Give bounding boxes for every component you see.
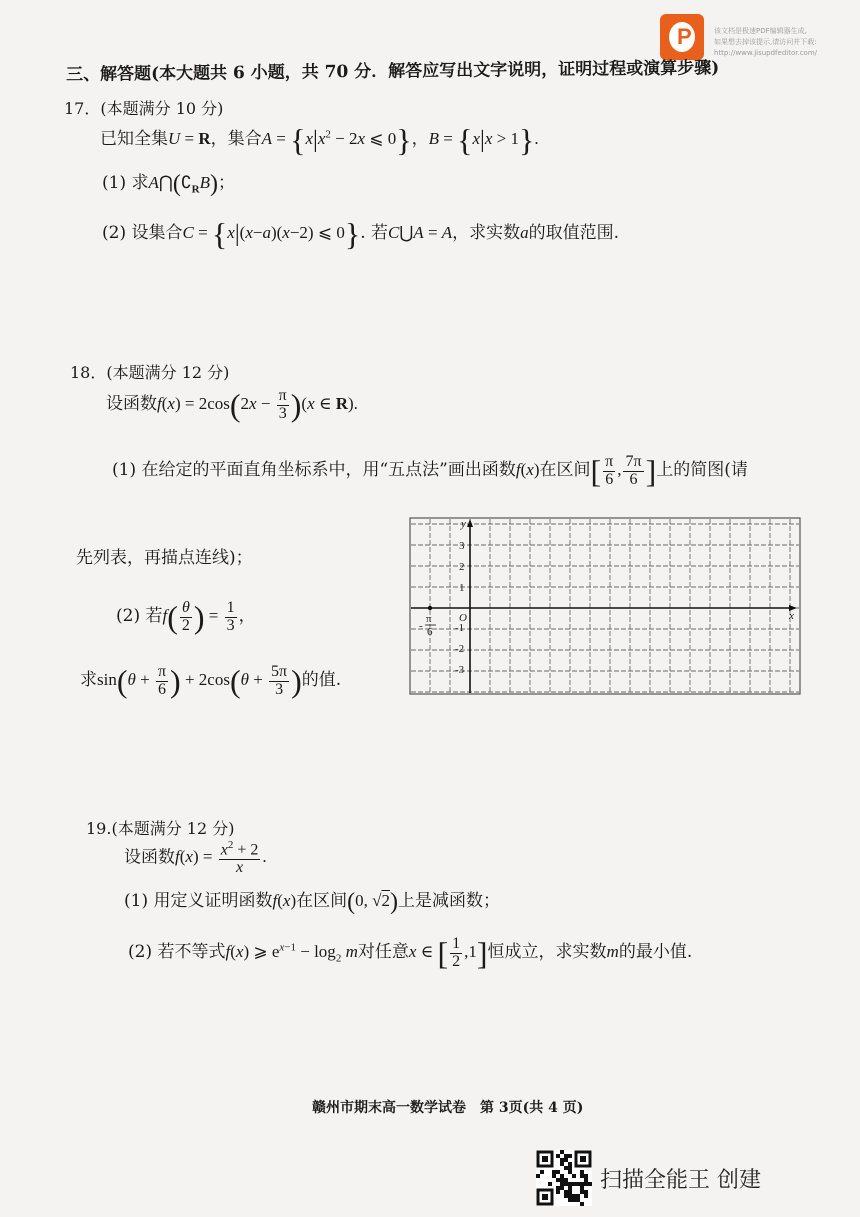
q17-part1-label: (1) 求 xyxy=(102,173,149,193)
q18-part1-c: 上的简图(请 xyxy=(656,460,748,481)
q19-part1-c: 上是减函数； xyxy=(397,891,500,911)
q17-set-word: ，集合 xyxy=(210,129,262,149)
y-tick-3: 3 xyxy=(459,540,465,552)
q19-number: 19. xyxy=(86,819,112,838)
logo-circle xyxy=(669,22,695,52)
q19-part2: (2) 若不等式f(x) ⩾ $e^{x-1} - \log_2 m$对任意x ∈ [ $\frac{1}{2}$ ,1]恒成立，求实数m的最小值. xyxy=(128,935,693,972)
q19-part2-a: (2) 若不等式 xyxy=(128,942,226,963)
q19-part1: (1) 用定义证明函数f(x)在区间(0, √2)上是减函数； xyxy=(124,889,500,916)
q19-part2-d: 的最小值. xyxy=(618,942,693,963)
origin-label: O xyxy=(459,612,467,624)
q18-intro-prefix: 设函数 xyxy=(106,394,157,415)
page-footer: 赣州市期末高一数学试卷 第 3页(共 4 页) xyxy=(312,1100,584,1116)
grid-border xyxy=(410,518,800,694)
watermark-line-2: 如果想去掉该提示,请访问并下载: xyxy=(714,38,817,46)
q17-part1: (1) 求$A⋂(∁_RB)$； xyxy=(102,171,235,198)
x-tick-den: 6 xyxy=(427,626,433,638)
q18-intro: 设函数f(x) = 2cos(2x − $\frac{\pi}{3}$ )(x ∈ R). xyxy=(106,387,358,424)
grid-svg xyxy=(409,517,801,695)
q18-part2-label: (2) 若 xyxy=(116,606,163,627)
q19-part2-b: 对任意 xyxy=(357,942,409,963)
q19-part2-c: 恒成立，求实数 xyxy=(487,942,607,963)
q18-part2: (2) 若f( $\frac{\theta}{2}$ ) = $\frac{1}{3}$ ， xyxy=(116,599,256,636)
q17-intro-prefix: 已知全集 xyxy=(100,129,168,149)
watermark-line-1: 该文档是极速PDF编辑器生成, xyxy=(714,27,807,35)
q17-sep: ， xyxy=(411,129,429,149)
q17-score: (本题满分 10 分) xyxy=(100,99,224,118)
watermark-text xyxy=(714,26,817,59)
q19-intro: 设函数f(x) = $\frac{x^2 + 2}{x}$ . xyxy=(124,839,267,877)
q19-part1-a: (1) 用定义证明函数 xyxy=(124,891,273,911)
section-title: 三、解答题(本大题共 6 小题，共 70 分．解答应写出文字说明，证明过程或演算步骤) xyxy=(65,58,720,85)
y-axis-label: y xyxy=(461,518,466,530)
y-tick-neg1: -1 xyxy=(455,622,465,634)
y-tick-neg3: -3 xyxy=(455,664,465,676)
q18-part1-b: 在区间 xyxy=(539,460,591,481)
scanner-credit: 扫描全能王 创建 xyxy=(600,1168,761,1193)
logo-letter: P xyxy=(677,24,692,49)
q17-number: 17． xyxy=(64,99,101,118)
q18-part1: (1) 在给定的平面直角坐标系中，用“五点法”画出函数f(x)在区间[ $\frac{\pi}{6}$ , $\frac{7\pi}{6}$ ]上的简图(请 xyxy=(112,453,748,490)
q17-part2-cond: . 若 xyxy=(360,223,388,243)
q19-intro-prefix: 设函数 xyxy=(124,847,175,868)
q18-part1-d: 先列表，再描点连线)； xyxy=(76,548,253,568)
q17-header xyxy=(64,96,223,119)
y-tick-1: 1 xyxy=(459,582,465,594)
q17-part2: (2) 设集合C = {x|(x−a)(x−2) ⩽ 0}. 若C⋃A = A，求实数a的取值范围. xyxy=(102,216,620,253)
q19-header xyxy=(86,816,234,839)
x-tick-sign: - xyxy=(419,620,423,632)
q17-part2-label: (2) 设集合 xyxy=(102,223,183,243)
q18-header xyxy=(70,360,229,383)
coordinate-grid xyxy=(409,517,801,699)
q17-intro: 已知全集U = R，集合$A = \{x|x^2 - 2x$ ⩽ 0}，B = {x|x > 1}. xyxy=(100,122,539,159)
q18-number: 18． xyxy=(70,363,107,382)
qr-code-icon xyxy=(536,1150,592,1206)
y-tick-2: 2 xyxy=(459,561,465,573)
x-tick-point xyxy=(428,606,432,610)
q17-part2-tail: ，求实数 xyxy=(452,223,521,243)
q17-part2-end: 的取值范围. xyxy=(528,223,620,243)
q18-score: (本题满分 12 分) xyxy=(106,363,230,382)
y-axis-arrow xyxy=(467,519,473,527)
q18-part2-ask-label: 求 xyxy=(80,670,97,691)
q19-score: (本题满分 12 分) xyxy=(111,819,235,838)
q18-part2-ask: 求sin(θ + $\frac{\pi}{6}$ ) + 2cos(θ + $\frac{5\pi}{3}$ )的值. xyxy=(80,663,342,700)
x-tick-num: π xyxy=(426,613,432,625)
q18-part1-a: (1) 在给定的平面直角坐标系中，用“五点法”画出函数 xyxy=(112,460,516,481)
watermark-line-3: http://www.jisupdfeditor.com/ xyxy=(714,49,818,57)
q19-part1-b: 在区间 xyxy=(296,891,348,911)
q18-part2-end: 的值. xyxy=(301,670,342,691)
y-tick-neg2: -2 xyxy=(455,643,465,655)
x-axis-label: x xyxy=(789,610,794,622)
